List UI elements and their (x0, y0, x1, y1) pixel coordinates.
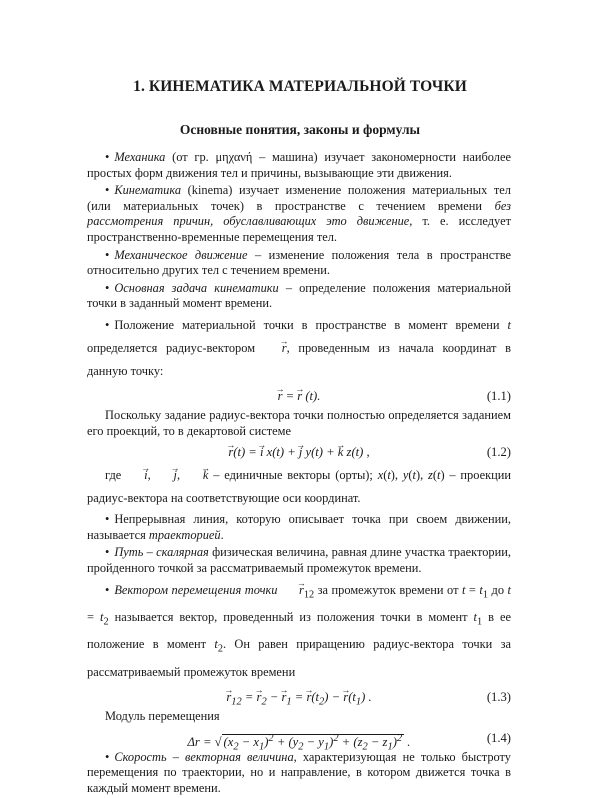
equation-1-3: → $r_{12}$ = → $r_2$ − → $r_1$ = → $r(t_2)$ − → $r(t_1)$ . (1.3) (87, 686, 511, 709)
bullet: • (105, 150, 110, 164)
text: физическая величина, равная длине участка траектории, пройденного точкой за рассматриваемый промежуток времени. (87, 545, 511, 575)
paragraph-velocity (87, 750, 511, 797)
bullet: • (105, 545, 110, 560)
text: – определение положения материальной точки в заданный момент времени. (87, 280, 512, 311)
text: Положение материальной точки в пространстве в момент времени (114, 317, 508, 332)
text: (kinema) изучает изменение положения материальных тел (или материальных точек) в пространстве с течением времени (87, 183, 511, 213)
text: за промежуток времени от (314, 582, 462, 597)
text: Модуль перемещения (105, 708, 220, 723)
text: в ее положение в момент (87, 609, 512, 652)
equation-number: (1.4) (486, 730, 511, 745)
eq-rhs: (t). (302, 388, 321, 403)
equation-number: (1.1) (486, 388, 511, 403)
bullet: • (105, 582, 110, 597)
bullet: • (105, 512, 110, 527)
text: характеризующая не только быстроту перемещения по траектории, но и направление, в котором движется точка в каждый момент времени. (87, 749, 511, 795)
text: определяется радиус-вектором (87, 340, 264, 355)
paragraph-main-task (87, 281, 511, 312)
paragraph-modulus (87, 709, 511, 725)
paragraph-position: • Положение материальной точки в пространстве в момент времени t определяется радиус-вектором → r, проведенным из начала координат в данную точку: (87, 314, 511, 383)
text: т. е. исследует пространственно-временные перемещения тел. (87, 214, 512, 244)
text: . (220, 527, 224, 542)
text: называется вектор, проведенный из положения точки в момент (108, 609, 474, 624)
italic-phrase: без рассмотрения причин, обуславливающих это движение, (87, 198, 511, 229)
text: – проекции радиус-вектора на соответствующие оси координат. (87, 468, 512, 506)
bullet: • (105, 280, 110, 295)
term: траекторией (148, 527, 221, 542)
text: – единичные векторы (орты); (208, 468, 378, 483)
equation-number: (1.2) (486, 445, 511, 460)
text: – изменение положения тела в пространстве относительно других тел с течением времени. (87, 247, 511, 278)
paragraph-kinematics (87, 183, 511, 245)
text: где (105, 468, 127, 483)
equation-number: (1.3) (486, 689, 511, 704)
bullet: • (105, 183, 110, 198)
paragraph-mechanics (87, 150, 511, 181)
paragraph-where: где → i, → j, → k – единичные векторы (орты); x(t), y(t), z(t) – проекции радиус-вектора на соответствующие оси координат. (87, 464, 511, 510)
text: до (488, 582, 508, 597)
term: Скорость – векторная величина, (114, 749, 297, 764)
text: , проведенным из начала координат в данную точку: (87, 340, 512, 378)
equation-1-2: → r(t) = → i x(t) + → j y(t) + → k z(t) , (1.2) (87, 441, 511, 464)
paragraph-trajectory (87, 512, 511, 543)
text: . Он равен приращению радиус-вектора точки за рассматриваемый промежуток времени (87, 637, 511, 679)
equation-1-1: → r = → r (t). (1.1) (87, 385, 511, 408)
paragraph-displacement: • Вектором перемещения точки → $r_{12}$ за промежуток времени от $t = t_1$ до $t = t_2$ называется вектор, проведенный из положения точки в момент $t_1$ в ее положение в момент $t_2$. Он равен приращению радиус-вектора точки за рассматриваемый промежуток времени (87, 579, 511, 684)
text: Поскольку задание радиус-вектора точки полностью определяется заданием его проекций, то в декартовой системе (87, 407, 511, 438)
paragraph-motion (87, 248, 511, 279)
term: Основная задача кинематики (114, 280, 279, 295)
term: Механика (114, 150, 166, 164)
bullet: • (105, 749, 110, 764)
equation-1-4: Δr = √ $(x_2 - x_1)^2 + (y_2 - y_1)^2 + (z_2 - z_1)^2$ . (1.4) (87, 727, 511, 750)
chapter-title: 1. КИНЕМАТИКА МАТЕРИАЛЬНОЙ ТОЧКИ (133, 78, 467, 95)
text: (от гр. μηχανή – машина) изучает закономерности наиболее простых форм движения тел и причины, вызывающие эти движения. (87, 150, 511, 180)
term: Вектором перемещения точки (114, 582, 278, 597)
section-title: Основные понятия, законы и формулы (179, 122, 421, 137)
bullet: • (105, 247, 110, 262)
term: Механическое движение (114, 247, 248, 262)
term: Путь – скалярная (114, 545, 209, 560)
term: Кинематика (114, 183, 182, 198)
body-text (87, 150, 511, 798)
text: Непрерывная линия, которую описывает точка при своем движении, называется (87, 512, 511, 542)
bullet: • (105, 317, 110, 332)
